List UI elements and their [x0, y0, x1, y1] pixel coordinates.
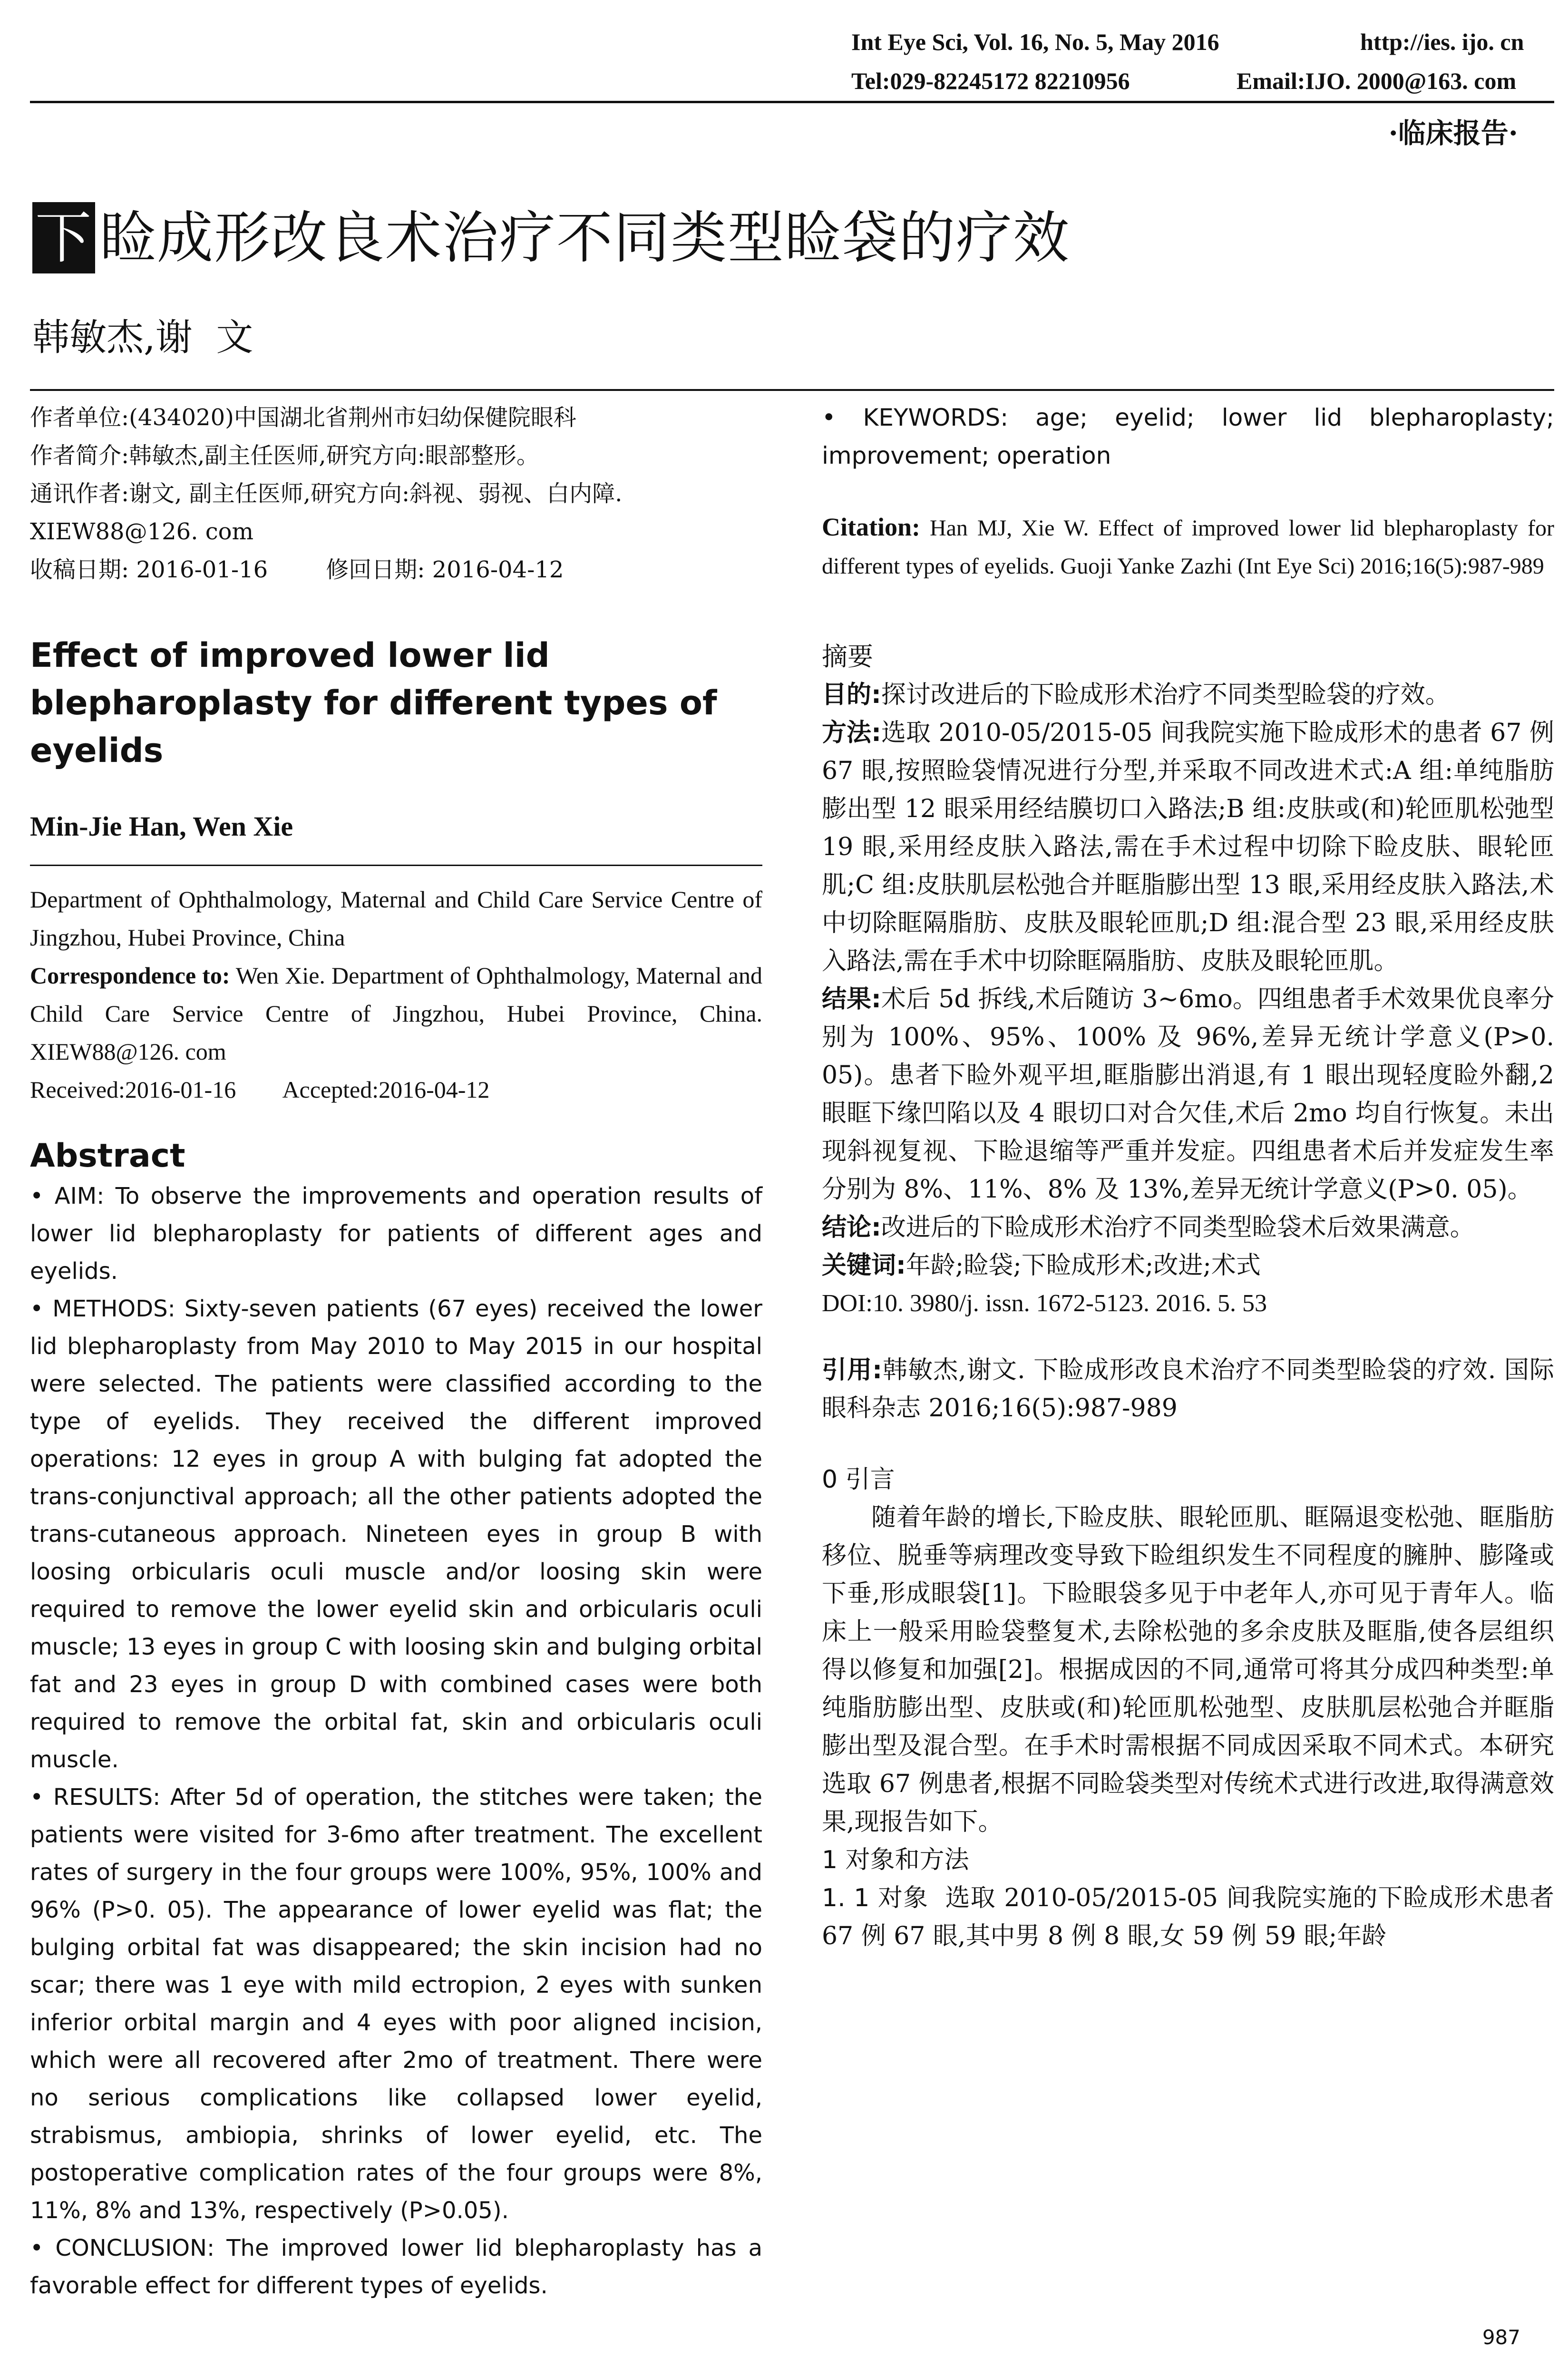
received-dates-en: Received:2016-01-16 Accepted:2016-04-12: [30, 1076, 490, 1103]
citation-label: Citation:: [822, 513, 920, 541]
right-column: [822, 399, 1562, 1955]
keywords-cn: [822, 1247, 1554, 1285]
abstract-conclusion-cn: [822, 1208, 1554, 1247]
english-title: Effect of improved lower lid blepharoplasty for different types of eyelids: [30, 636, 717, 770]
english-authors: Min-Jie Han, Wen Xie: [30, 811, 293, 842]
abstract-conclusion: • CONCLUSION: The improved lower lid blepharoplasty has a favorable effect for different types of eyelids.: [30, 2235, 762, 2299]
methods-text-cn: 选取 2010-05/2015-05 间我院实施下睑成形术的患者 67 例 67 眼,按照睑袋情况进行分型,并采取不同改进术式:A 组:单纯脂肪膨出型 12 眼采用经结膜切口入路法;B 组:皮肤或(和)轮匝肌松弛型 19 眼,采用经皮肤入路法,需在手术过程中切除下睑皮肤、眼轮匝肌;C 组:皮肤肌层松弛合并眶脂膨出型 13 眼,采用经皮肤入路法,术中切除眶隔脂肪、皮肤及眼轮匝肌;D 组:混合型 23 眼,采用经皮肤入路法,需在手术中切除眶隔脂肪、皮肤及眼轮匝肌。: [822, 719, 1554, 975]
cite-text-cn: 韩敏杰,谢文. 下睑成形改良术治疗不同类型睑袋的疗效. 国际眼科杂志 2016;16(5):987-989: [822, 1356, 1554, 1422]
article-title: [32, 202, 1070, 273]
intro-heading: 0 引言: [822, 1465, 895, 1494]
corresponding-email: XIEW88@126. com: [30, 518, 254, 545]
author-info-cn: [30, 399, 762, 589]
abstract-aim: • AIM: To observe the improvements and operation results of lower lid blepharoplasty for patients of different ages and eyelids.: [30, 1183, 762, 1285]
left-column: [30, 399, 762, 2305]
keywords-text-cn: 年龄;睑袋;下睑成形术;改进;术式: [906, 1251, 1261, 1280]
intro-paragraph: 随着年龄的增长,下睑皮肤、眼轮匝肌、眶隔退变松弛、眶脂肪移位、脱垂等病理改变导致下睑组织发生不同程度的臃肿、膨隆或下垂,形成眼袋[1]。下睑眼袋多见于中老年人,亦可见于青年人。临床上一般采用睑袋整复术,去除松弛的多余皮肤及眶脂,使各层组织得以修复和加强[2]。根据成因的不同,通常可将其分成四种类型:单纯脂肪膨出型、皮肤或(和)轮匝肌松弛型、皮肤肌层松弛合并眶脂膨出型及混合型。在手术时需根据不同成因采取不同术式。本研究选取 67 例患者,根据不同睑袋类型对传统术式进行改进,取得满意效果,现报告如下。: [822, 1503, 1554, 1836]
cite-label-cn: 引用:: [822, 1356, 882, 1384]
affiliation: Department of Ophthalmology, Maternal and Child Care Service Centre of Jingzhou, Hubei Province, China: [30, 886, 762, 951]
abstract-methods: • METHODS: Sixty-seven patients (67 eyes) received the lower lid blepharoplasty from May 2010 to May 2015 in our hospital were selected. The patients were classified according to the type of eyelids. They received the different improved operations: 12 eyes in group A with bulging fat adopted the trans-conjunctival approach; all the other patients adopted the trans-cutaneous approach. Nineteen eyes in group B with loosing orbicularis oculi muscle and/or loosing skin were required to remove the lower eyelid skin and orbicularis oculi muscle; 13 eyes in group C with loosing skin and bulging orbital fat and 23 eyes in group D with combined cases were both required to remove the orbital fat, skin and orbicularis oculi muscle.: [30, 1296, 762, 1773]
conclusion-text-cn: 改进后的下睑成形术治疗不同类型睑袋术后效果满意。: [881, 1213, 1475, 1242]
abstract-heading: Abstract: [30, 1137, 185, 1175]
correspondence: [30, 956, 762, 1071]
journal-email: Email:IJO. 2000@163. com: [1237, 68, 1517, 94]
methods-label-cn: 方法:: [822, 719, 881, 747]
citation-text: Han MJ, Xie W. Effect of improved lower lid blepharoplasty for different types of eyelids. Guoji Yanke Zazhi (Int Eye Sci) 2016;16(5):987-989: [822, 516, 1554, 579]
section-label: ·临床报告·: [1388, 117, 1518, 149]
author-rule: [30, 865, 762, 866]
abstract-aim-cn: [822, 676, 1554, 714]
correspondence-label: Correspondence to:: [30, 962, 230, 989]
methods-heading: 1 对象和方法: [822, 1846, 969, 1874]
results-label-cn: 结果:: [822, 985, 881, 1013]
received-dates-cn: 收稿日期: 2016-01-16 修回日期: 2016-04-12: [30, 556, 564, 583]
journal-tel: Tel:029-82245172 82210956: [851, 68, 1130, 94]
title-rest: 睑成形改良术治疗不同类型睑袋的疗效: [100, 205, 1071, 271]
header-rule: [30, 101, 1554, 103]
abstract-results: • RESULTS: After 5d of operation, the stitches were taken; the patients were visited for 3-6mo after treatment. The excellent rates of surgery in the four groups were 100%, 95%, 100% and 96% (P>0. 05). The appearance of lower eyelid was flat; the bulging orbital fat was disappeared; the skin incision had no scar; there was 1 eye with mild ectropion, 2 eyes with sunken inferior orbital margin and 4 eyes with poor aligned incision, which were all recovered after 2mo of treatment. There were no serious complications like collapsed lower eyelid, strabismus, ambiopia, shrinks of lower eyelid, etc. The postoperative complication rates of the four groups were 8%, 11%, 8% and 13%, respectively (P>0.05).: [30, 1784, 762, 2224]
keywords-label-cn: 关键词:: [822, 1251, 906, 1280]
authors-cn: 韩敏杰,谢 文: [32, 316, 253, 359]
abstract-results-cn: [822, 980, 1554, 1208]
citation-en: [822, 508, 1554, 585]
aim-label-cn: 目的:: [822, 681, 881, 709]
journal-citation-header: Int Eye Sci, Vol. 16, No. 5, May 2016: [851, 29, 1219, 55]
corresponding-author: 通讯作者:谢文, 副主任医师,研究方向:斜视、弱视、白内障.: [30, 480, 623, 507]
title-rule: [30, 389, 1554, 391]
methods-subsection: [822, 1879, 1562, 1955]
keywords-en: • KEYWORDS: age; eyelid; lower lid blepharoplasty; improvement; operation: [822, 404, 1554, 469]
conclusion-label-cn: 结论:: [822, 1213, 881, 1242]
subsection-label: 1. 1 对象: [822, 1884, 929, 1912]
author-unit: 作者单位:(434020)中国湖北省荆州市妇幼保健院眼科: [30, 404, 576, 431]
results-text-cn: 术后 5d 拆线,术后随访 3~6mo。四组患者手术效果优良率分别为 100%、95%、100% 及 96%,差异无统计学意义(P>0. 05)。患者下睑外观平坦,眶脂膨出消退,有 1 眼出现轻度睑外翻,2 眼眶下缘凹陷以及 4 眼切口对合欠佳,术后 2mo 均自行恢复。未出现斜视复视、下睑退缩等严重并发症。四组患者术后并发症发生率分别为 8%、11%、8% 及 13%,差异无统计学意义(P>0. 05)。: [822, 985, 1555, 1204]
doi: DOI:10. 3980/j. issn. 1672-5123. 2016. 5. 53: [822, 1290, 1267, 1317]
page-number: 987: [1482, 2326, 1520, 2349]
title-first-char: 下: [32, 202, 95, 273]
abstract-methods-cn: [822, 714, 1554, 980]
cite-cn: [822, 1351, 1554, 1427]
subsection-text: 选取 2010-05/2015-05 间我院实施的下睑成形术患者 67 例 67 眼,其中男 8 例 8 眼,女 59 例 59 眼;年龄: [822, 1884, 1562, 1950]
journal-url: http://ies. ijo. cn: [1360, 29, 1524, 55]
aim-text-cn: 探讨改进后的下睑成形术治疗不同类型睑袋的疗效。: [881, 681, 1450, 709]
author-profile: 作者简介:韩敏杰,副主任医师,研究方向:眼部整形。: [30, 442, 539, 469]
correspondence-text: Wen Xie. Department of Ophthalmology, Maternal and Child Care Service Centre of Jingzhou, Hubei Province, China. XIEW88@126. com: [30, 962, 762, 1065]
abstract-heading-cn: 摘要: [822, 642, 873, 672]
